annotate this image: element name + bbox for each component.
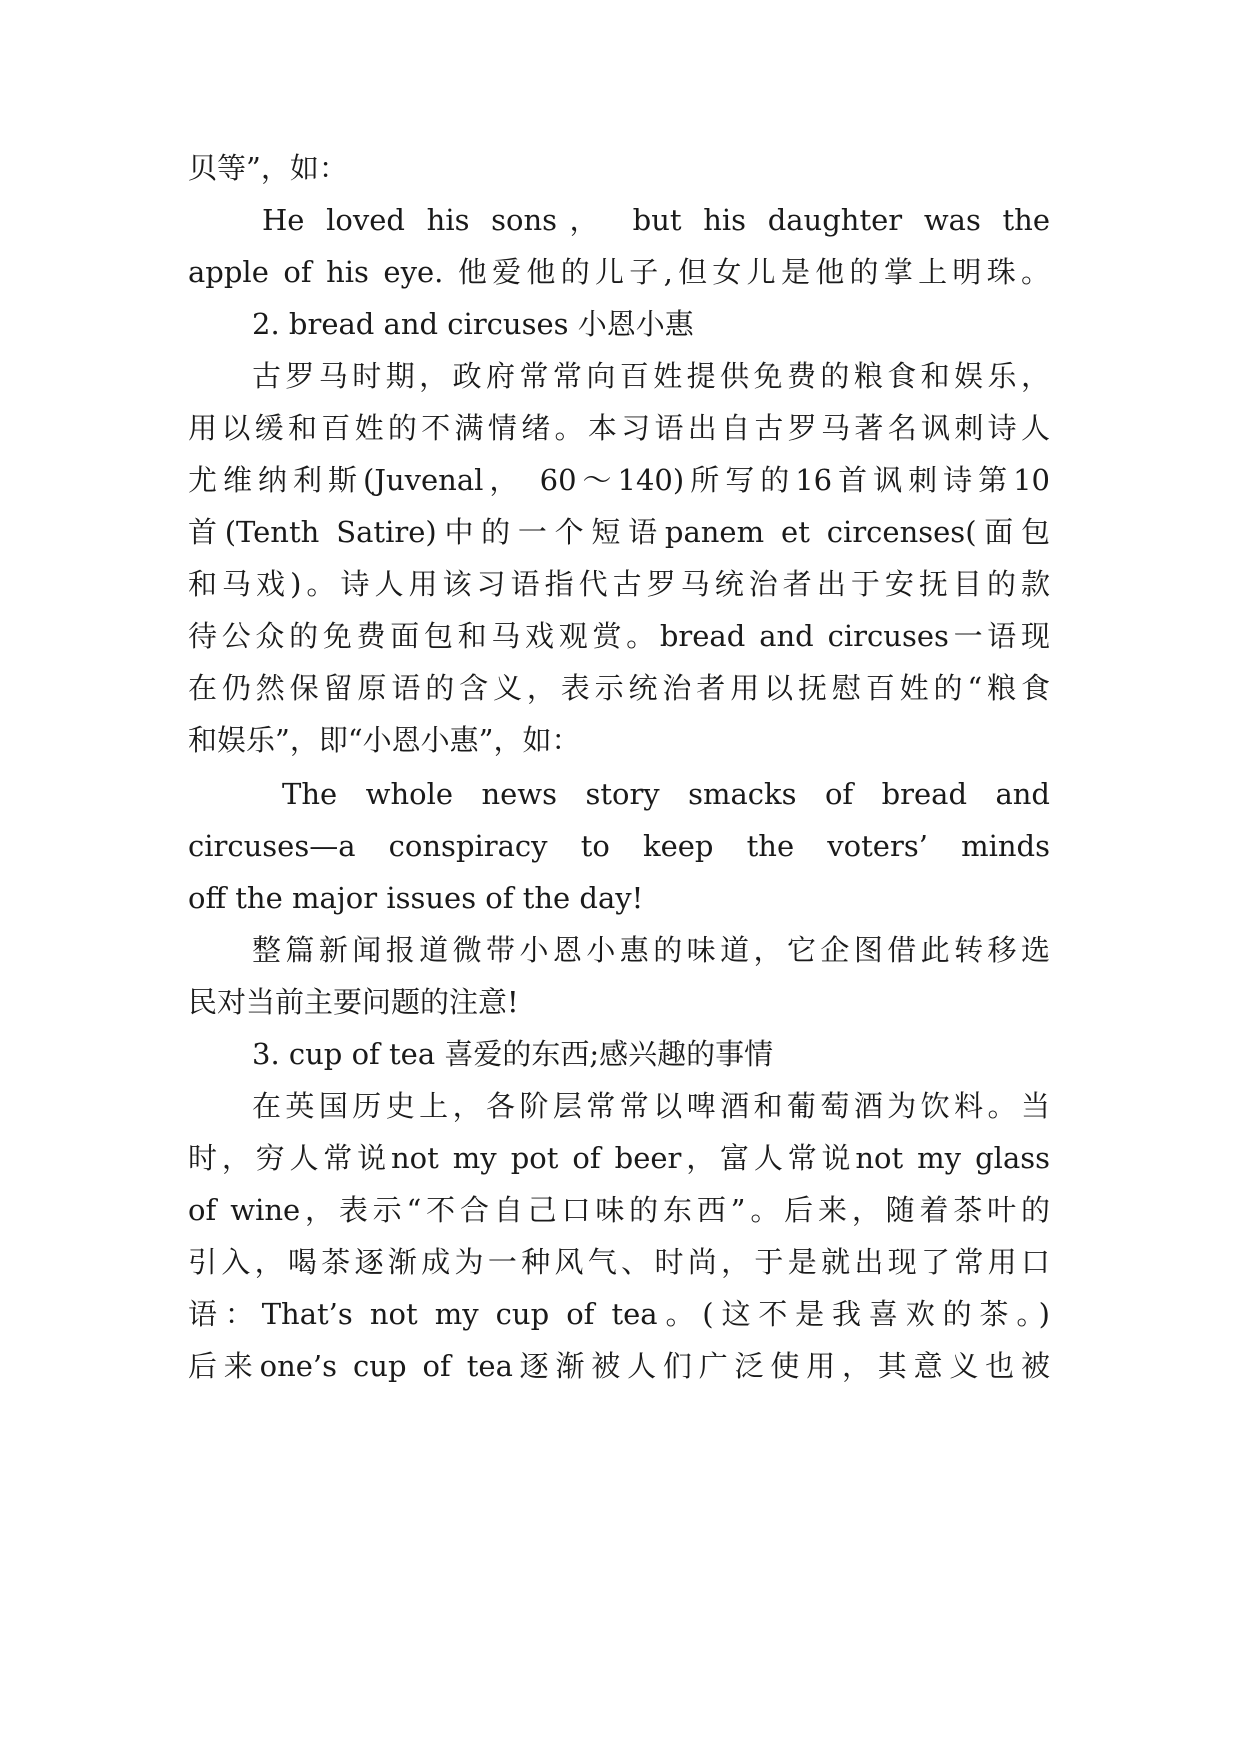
example-line-4: circuses—a conspiracy to keep the voters’ minds — [188, 829, 1050, 863]
example-line-5: off the major issues of the day! — [188, 881, 644, 915]
paragraph2-line-3: of wine，表示“不合自己口味的东西”。后来，随着茶叶的 — [188, 1193, 1050, 1227]
translation-line-1: 整篇新闻报道微带小恩小惠的味道，它企图借此转移选 — [252, 933, 1050, 967]
paragraph2-line-6: 后来one’s cup of tea逐渐被人们广泛使用，其意义也被 — [188, 1349, 1050, 1383]
paragraph-line-4: 首(Tenth Satire)中的一个短语panem et circenses(面包 — [188, 515, 1050, 549]
idiom-heading-2: 2. bread and circuses 小恩小惠 — [252, 307, 694, 341]
paragraph2-line-2: 时，穷人常说not my pot of beer，富人常说not my glass — [188, 1141, 1050, 1175]
paragraph-line-5: 和马戏)。诗人用该习语指代古罗马统治者出于安抚目的款 — [188, 567, 1050, 601]
paragraph-line-8: 和娱乐”，即“小恩小惠”，如： — [188, 723, 581, 757]
paragraph2-line-4: 引入，喝茶逐渐成为一种风气、时尚，于是就出现了常用口 — [188, 1245, 1050, 1279]
paragraph-line-1: 古罗马时期，政府常常向百姓提供免费的粮食和娱乐， — [252, 359, 1050, 393]
idiom-heading-3: 3. cup of tea 喜爱的东西;感兴趣的事情 — [252, 1037, 774, 1071]
paragraph-line-6: 待公众的免费面包和马戏观赏。bread and circuses一语现 — [188, 619, 1050, 653]
paragraph2-line-1: 在英国历史上，各阶层常常以啤酒和葡萄酒为饮料。当 — [252, 1089, 1050, 1123]
translation-line-2: 民对当前主要问题的注意! — [188, 985, 519, 1019]
example-line-1: He loved his sons， but his daughter was the — [262, 203, 1050, 237]
text-line-1: 贝等”，如： — [188, 151, 348, 185]
example-line-3: The whole news story smacks of bread and — [282, 777, 1050, 811]
paragraph-line-7: 在仍然保留原语的含义，表示统治者用以抚慰百姓的“粮食 — [188, 671, 1050, 705]
paragraph-line-2: 用以缓和百姓的不满情绪。本习语出自古罗马著名讽刺诗人 — [188, 411, 1050, 445]
paragraph2-line-5: 语：That’s not my cup of tea。(这不是我喜欢的茶。) — [188, 1297, 1050, 1331]
paragraph-line-3: 尤维纳利斯(Juvenal， 60～140)所写的16首讽刺诗第10 — [188, 463, 1050, 497]
example-line-2: apple of his eye. 他爱他的儿子,但女儿是他的掌上明珠。 — [188, 255, 1050, 289]
